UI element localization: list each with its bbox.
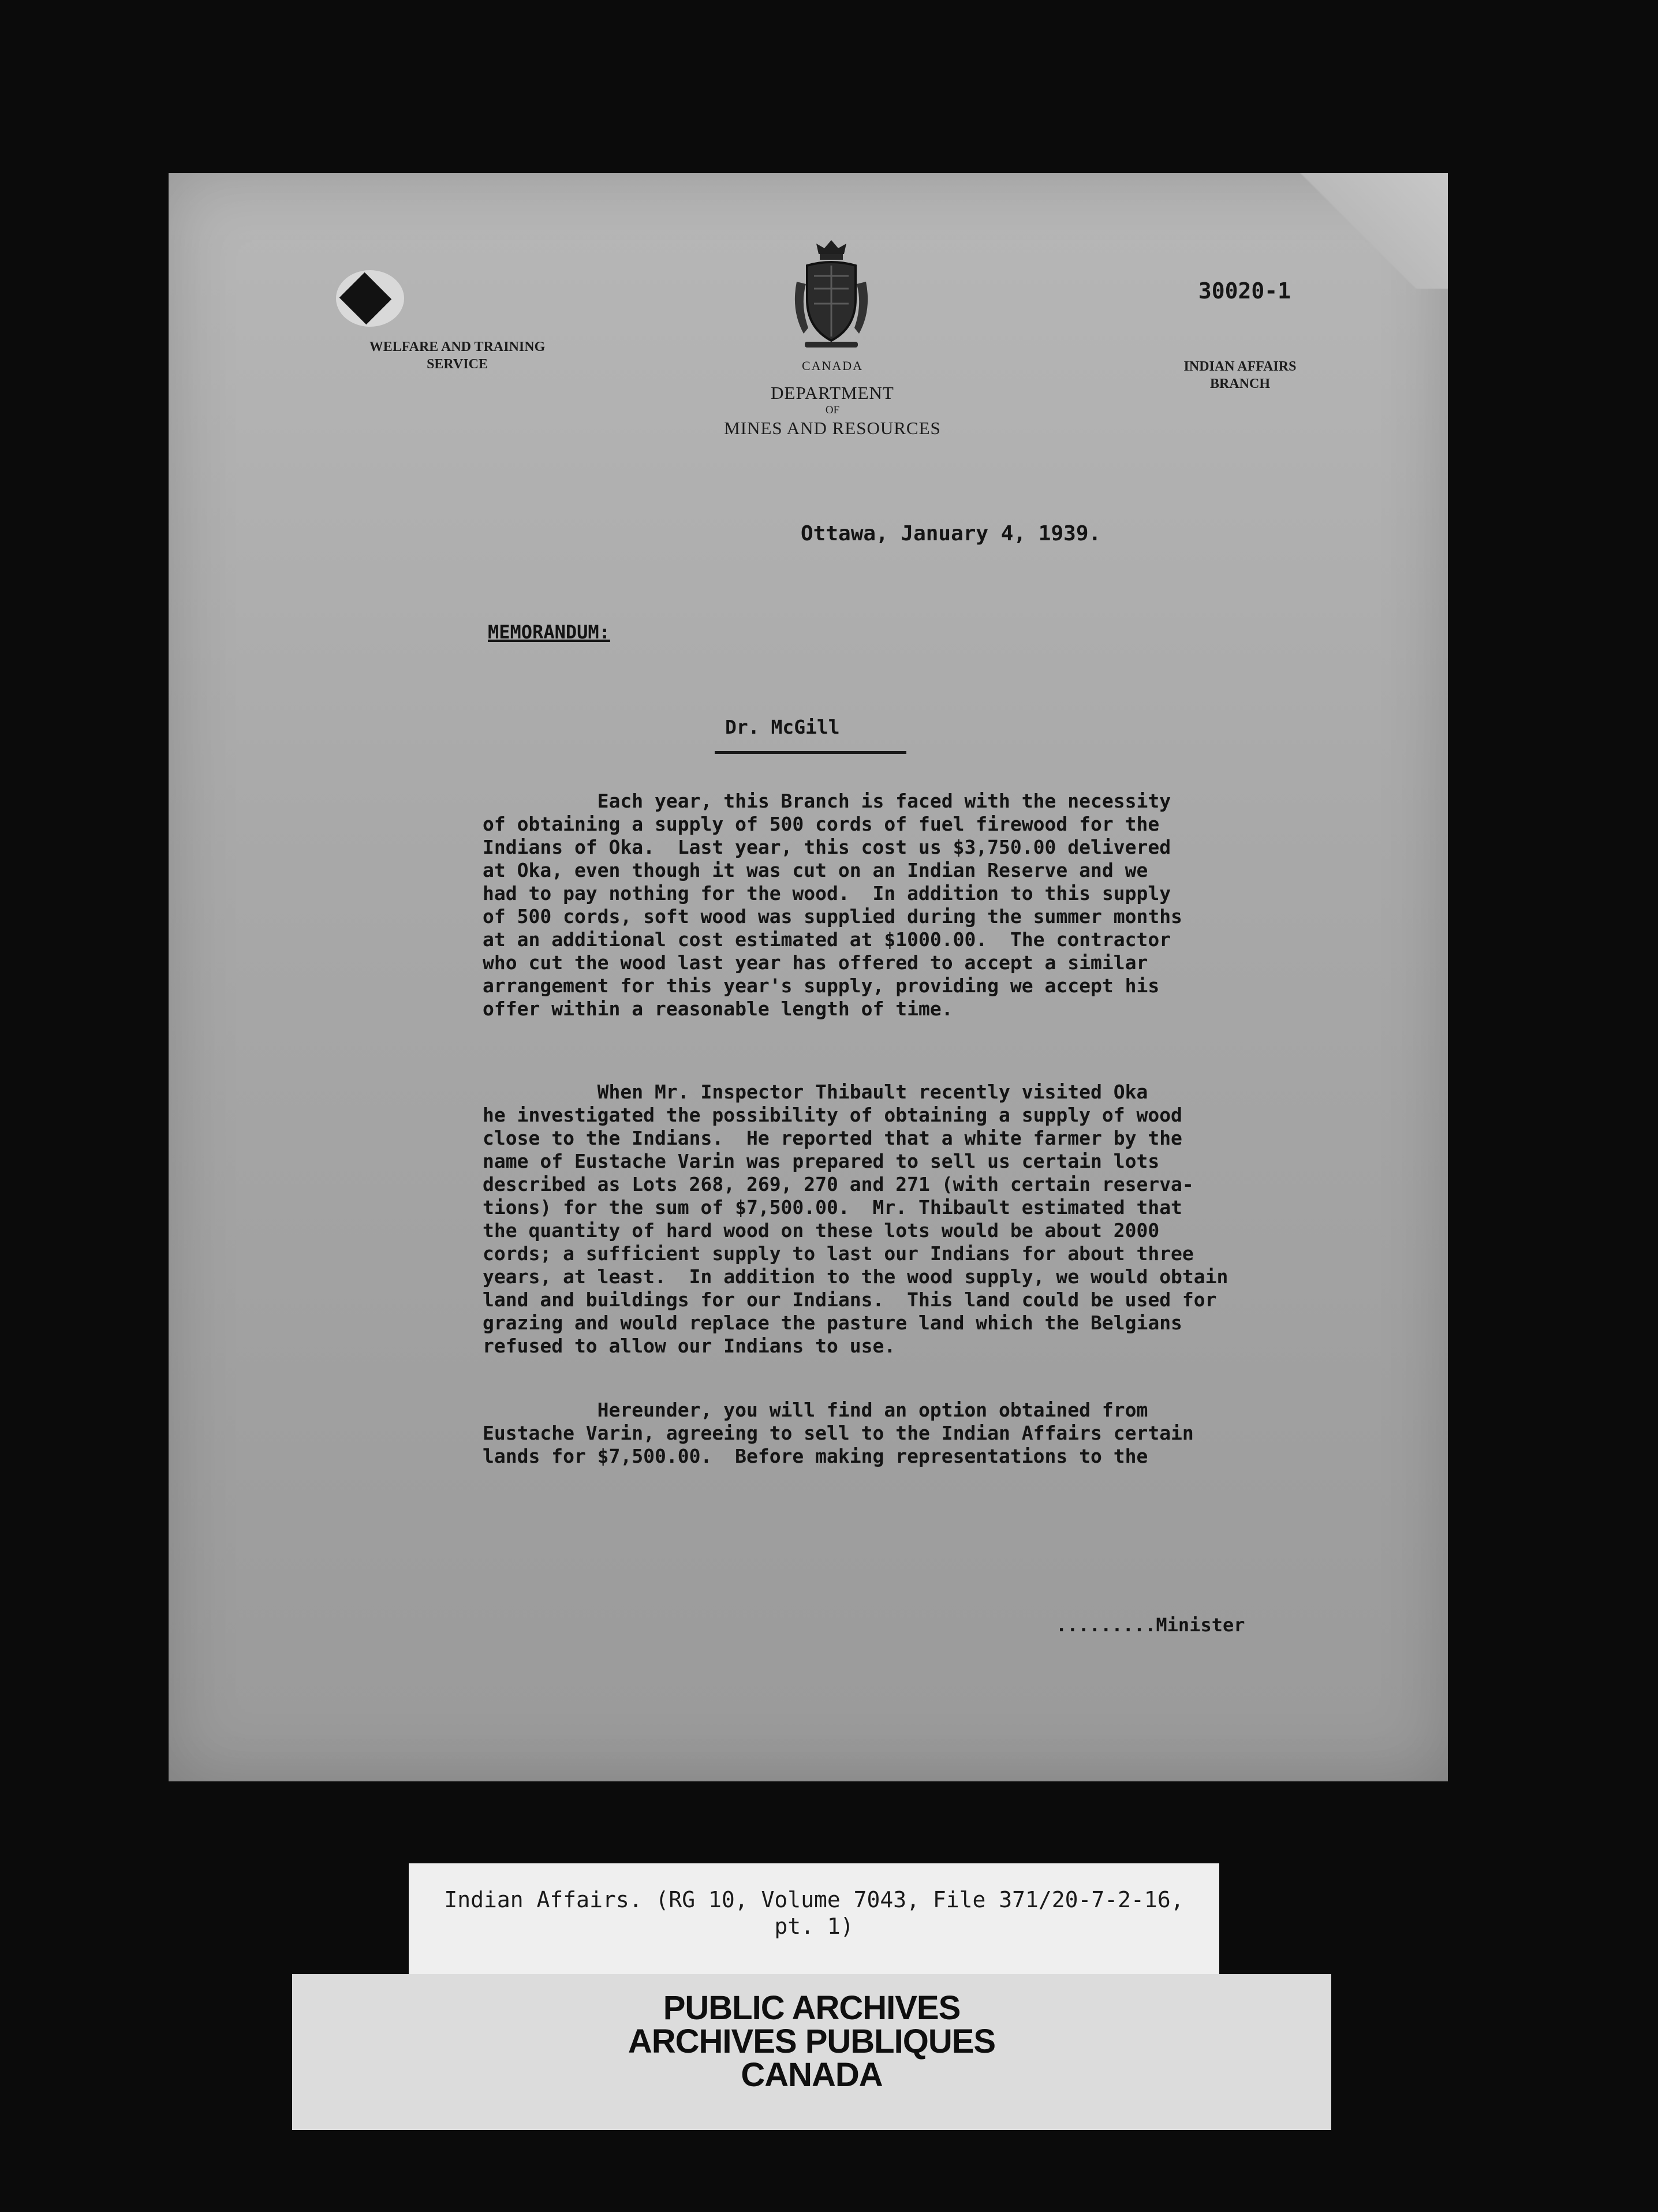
punched-hole [336, 270, 404, 327]
text-line: at Oka, even though it was cut on an Indian Reserve and we [483, 859, 1148, 881]
paragraph-3 [483, 1399, 1448, 1468]
text-line: land and buildings for our Indians. This land could be used for [483, 1288, 1217, 1311]
text-line: the quantity of hard wood on these lots would be about 2000 [483, 1219, 1160, 1242]
archive-citation-label [409, 1863, 1219, 1983]
memo-heading: MEMORANDUM: [488, 621, 610, 643]
date-line: Ottawa, January 4, 1939. [801, 522, 1101, 545]
addressee: Dr. McGill [725, 716, 840, 738]
service-heading [342, 338, 573, 373]
text-line: at an additional cost estimated at $1000.00. The contractor [483, 928, 1171, 951]
minister-line: .........Minister [1056, 1614, 1245, 1636]
document-page [169, 173, 1448, 1781]
text-line: had to pay nothing for the wood. In addition to this supply [483, 882, 1171, 905]
text-line: cords; a sufficient supply to last our Indians for about three [483, 1242, 1194, 1265]
branch-line-2: BRANCH [1209, 376, 1270, 391]
text-line: offer within a reasonable length of time. [483, 997, 953, 1020]
coat-of-arms-icon [791, 236, 872, 351]
stamp-line-1: PUBLIC ARCHIVES [663, 1989, 961, 2027]
text-line: name of Eustache Varin was prepared to sell us certain lots [483, 1150, 1160, 1172]
citation-line-1: Indian Affairs. (RG 10, Volume 7043, File 371/20-7-2-16, [444, 1887, 1184, 1912]
text-line: lands for $7,500.00. Before making representations to the [483, 1445, 1148, 1467]
branch-line-1: INDIAN AFFAIRS [1183, 359, 1297, 374]
department-label: DEPARTMENT [771, 383, 894, 403]
text-line: When Mr. Inspector Thibault recently visited Oka [483, 1081, 1148, 1103]
text-line: of obtaining a supply of 500 cords of fuel firewood for the [483, 813, 1160, 835]
archive-stamp-text [292, 1991, 1331, 2092]
text-line: grazing and would replace the pasture land which the Belgians [483, 1311, 1182, 1334]
citation-text [409, 1886, 1219, 1940]
stamp-line-3: CANADA [741, 2056, 883, 2094]
text-line: arrangement for this year's supply, providing we accept his [483, 974, 1160, 997]
text-line: of 500 cords, soft wood was supplied during the summer months [483, 905, 1182, 928]
service-line-1: WELFARE AND TRAINING [369, 339, 546, 354]
text-line: Hereunder, you will find an option obtained from [483, 1399, 1148, 1421]
text-line: who cut the wood last year has offered to accept a similar [483, 951, 1148, 974]
text-line: described as Lots 268, 269, 270 and 271 (with certain reserva- [483, 1173, 1194, 1195]
text-line: years, at least. In addition to the wood supply, we would obtain [483, 1265, 1228, 1288]
ministry-label: MINES AND RESOURCES [724, 418, 941, 438]
addressee-underline [715, 751, 906, 754]
paragraph-1 [483, 790, 1448, 1021]
department-of-label: OF [825, 404, 840, 416]
archive-stamp [292, 1974, 1331, 2130]
citation-line-2: pt. 1) [774, 1914, 854, 1939]
text-line: Each year, this Branch is faced with the necessity [483, 790, 1171, 812]
branch-heading [1153, 358, 1327, 393]
country-label: CANADA [801, 358, 864, 373]
page-corner-fold [1298, 173, 1448, 289]
text-line: close to the Indians. He reported that a white farmer by the [483, 1127, 1182, 1149]
text-line: Eustache Varin, agreeing to sell to the Indian Affairs certain [483, 1422, 1194, 1444]
service-line-2: SERVICE [427, 357, 488, 372]
file-number: 30020-1 [1198, 278, 1291, 304]
text-line: Indians of Oka. Last year, this cost us $3,750.00 delivered [483, 836, 1171, 858]
text-line: tions) for the sum of $7,500.00. Mr. Thibault estimated that [483, 1196, 1182, 1219]
text-line: he investigated the possibility of obtaining a supply of wood [483, 1104, 1182, 1126]
paragraph-2 [483, 1081, 1448, 1358]
stamp-line-2: ARCHIVES PUBLIQUES [628, 2023, 996, 2060]
text-line: refused to allow our Indians to use. [483, 1335, 896, 1357]
department-letterhead [573, 358, 1092, 440]
